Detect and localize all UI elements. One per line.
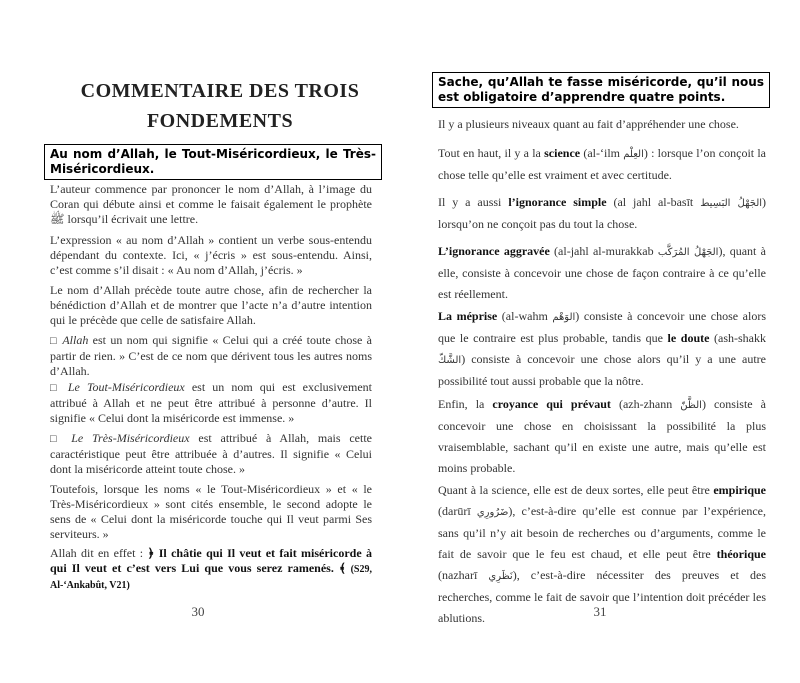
quote-intro: Allah dit en effet : xyxy=(50,546,148,560)
arabic-term: الوَهْم xyxy=(552,312,576,323)
text: ) lorsqu’on ne conçoit pas du tout la chose. xyxy=(438,195,767,231)
paragraph: L’auteur commence par prononcer le nom d’Allah, à l’image du Coran qui débute ainsi et comme le faisait également le prophète ﷺ lorsqu’il écrivait une lettre. xyxy=(50,182,372,226)
text: (al-jahl al-murakkab xyxy=(549,244,658,258)
arabic-term: الشَّكّ xyxy=(438,355,462,366)
chapter-title-line1: COMMENTAIRE DES TROIS xyxy=(80,80,360,102)
text: ), c’est-à-dire qu’elle est connue par l’expérience, sans qu’il n’y ait besoin de recherches ou d’arguments, comme le fait de savoir que le feu est chaud, et elle peut être xyxy=(438,504,766,561)
arabic-term: الجَهْلُ المُرَكَّب xyxy=(657,247,719,258)
definition-paragraph xyxy=(50,380,372,426)
definition-text: est attribué à Allah, mais cette caractéristique peut être attribuée à d’autres. Il signifie « Celui dont la miséricorde atteint toute chose. » xyxy=(50,431,372,476)
text: (al-‘ilm xyxy=(580,146,624,160)
definition-text: est un nom qui est exclusivement attribué à Allah et ne peut être attribué à personne d’autre. Il signifie « Celui dont la miséricorde est immense. » xyxy=(50,380,372,425)
term: Le Tout-Miséricordieux xyxy=(67,380,185,394)
paragraph xyxy=(438,306,766,392)
paragraph: Toutefois, lorsque les noms « le Tout-Miséricordieux » et « le Très-Miséricordieux » sont cités ensemble, le second adopte le sens de « Celui dont la miséricorde touche qui Il veut parmi Ses serviteurs. » xyxy=(50,482,372,541)
quran-verse: ﴿ Il châtie qui Il veut et fait miséricorde à qui Il veut et c’est vers Lui que vous serez ramenés. ﴾ xyxy=(50,546,372,575)
paragraph xyxy=(438,192,766,235)
paragraph: Il y a plusieurs niveaux quant au fait d’appréhender une chose. xyxy=(438,117,739,131)
term: croyance qui prévaut xyxy=(492,397,611,411)
text: (ash-shakk xyxy=(709,331,766,345)
quran-quote-paragraph xyxy=(50,546,372,593)
right-page xyxy=(400,0,800,683)
text: ) consiste à concevoir une chose alors que le contraire est plus probable, tandis que xyxy=(438,309,767,345)
square-bullet-icon: □ xyxy=(50,335,58,347)
text: Enfin, la xyxy=(438,397,493,411)
text: ) consiste à concevoir une chose en choisissant la possibilité la plus vraisemblable, sachant qu’il en existe une autre, mais qu’elle est moins probable. xyxy=(438,397,766,475)
paragraph xyxy=(438,241,766,305)
term: empirique xyxy=(713,483,766,497)
term: La méprise xyxy=(438,309,498,323)
text: ) consiste à concevoir une chose alors qu’il y a une autre possibilité tout aussi probable que la nôtre. xyxy=(438,352,766,388)
text: (nazharī xyxy=(438,568,489,582)
page-number: 30 xyxy=(191,604,205,619)
heading-box: Au nom d’Allah, le Tout-Miséricordieux, le Très-Miséricordieux. xyxy=(44,144,382,180)
arabic-term: العِلْم xyxy=(623,149,644,160)
paragraph: L’expression « au nom d’Allah » contient un verbe sous-entendu dépendant du contexte. Ici, « j’écris » est sous-entendu. Ainsi, c’est comme s’il disait : « Au nom d’Allah, j’écris. » xyxy=(50,233,372,277)
text: Quant à la science, elle est de deux sortes, elle peut être xyxy=(438,483,714,497)
text: (al-wahm xyxy=(497,309,553,323)
text: ), c’est-à-dire nécessiter des preuves et des recherches, comme le fait de savoir que l’intention doit précéder les ablutions. xyxy=(438,568,766,625)
text: Tout en haut, il y a la xyxy=(438,146,545,160)
arabic-term: نَظَرِي xyxy=(488,571,513,582)
text: (darūrī xyxy=(438,504,477,518)
text: (al jahl al-basīt xyxy=(606,195,701,209)
chapter-title-line2: FONDEMENTS xyxy=(146,110,294,132)
heading-box: Sache, qu’Allah te fasse miséricorde, qu’il nous est obligatoire d’apprendre quatre points. xyxy=(432,72,770,108)
square-bullet-icon: □ xyxy=(50,382,61,394)
text: ) : lorsque l’on conçoit la chose telle qu’elle est vraiment et avec certitude. xyxy=(438,146,767,182)
term: L’ignorance aggravée xyxy=(438,244,550,258)
term: science xyxy=(544,146,581,160)
term: théorique xyxy=(716,547,766,561)
term: l’ignorance simple xyxy=(508,195,607,209)
definition-text: est un nom qui signifie « Celui qui a créé toute chose à partir de rien. » C’est de ce nom que dérivent tous les autres noms d’Allah. xyxy=(50,333,372,378)
term: Allah xyxy=(62,333,89,347)
arabic-term: الجَهْلُ البَسِيط xyxy=(700,198,763,209)
text: ), quant à elle, consiste à concevoir une chose de façon contraire à ce qu’elle est réellement. xyxy=(438,244,766,301)
square-bullet-icon: □ xyxy=(50,433,63,445)
term: le doute xyxy=(667,331,710,345)
arabic-term: الظَّنّ xyxy=(680,400,702,411)
definition-paragraph xyxy=(50,333,372,379)
page-number: 31 xyxy=(593,604,607,619)
paragraph xyxy=(438,143,766,186)
text: Il y a aussi xyxy=(438,195,509,209)
verse-reference: (S29, Al-‘Ankabût, V21) xyxy=(50,564,372,591)
definition-paragraph xyxy=(50,431,372,477)
text: (azh-zhann xyxy=(610,397,681,411)
arabic-term: ضَرُورِي xyxy=(476,507,509,518)
paragraph: Le nom d’Allah précède toute autre chose, afin de rechercher la bénédiction d’Allah et de montrer que l’acte n’a d’autre intention qui le précède que celle de satisfaire Allah. xyxy=(50,283,372,327)
term: Le Très-Miséricordieux xyxy=(71,431,190,445)
paragraph xyxy=(438,394,766,479)
